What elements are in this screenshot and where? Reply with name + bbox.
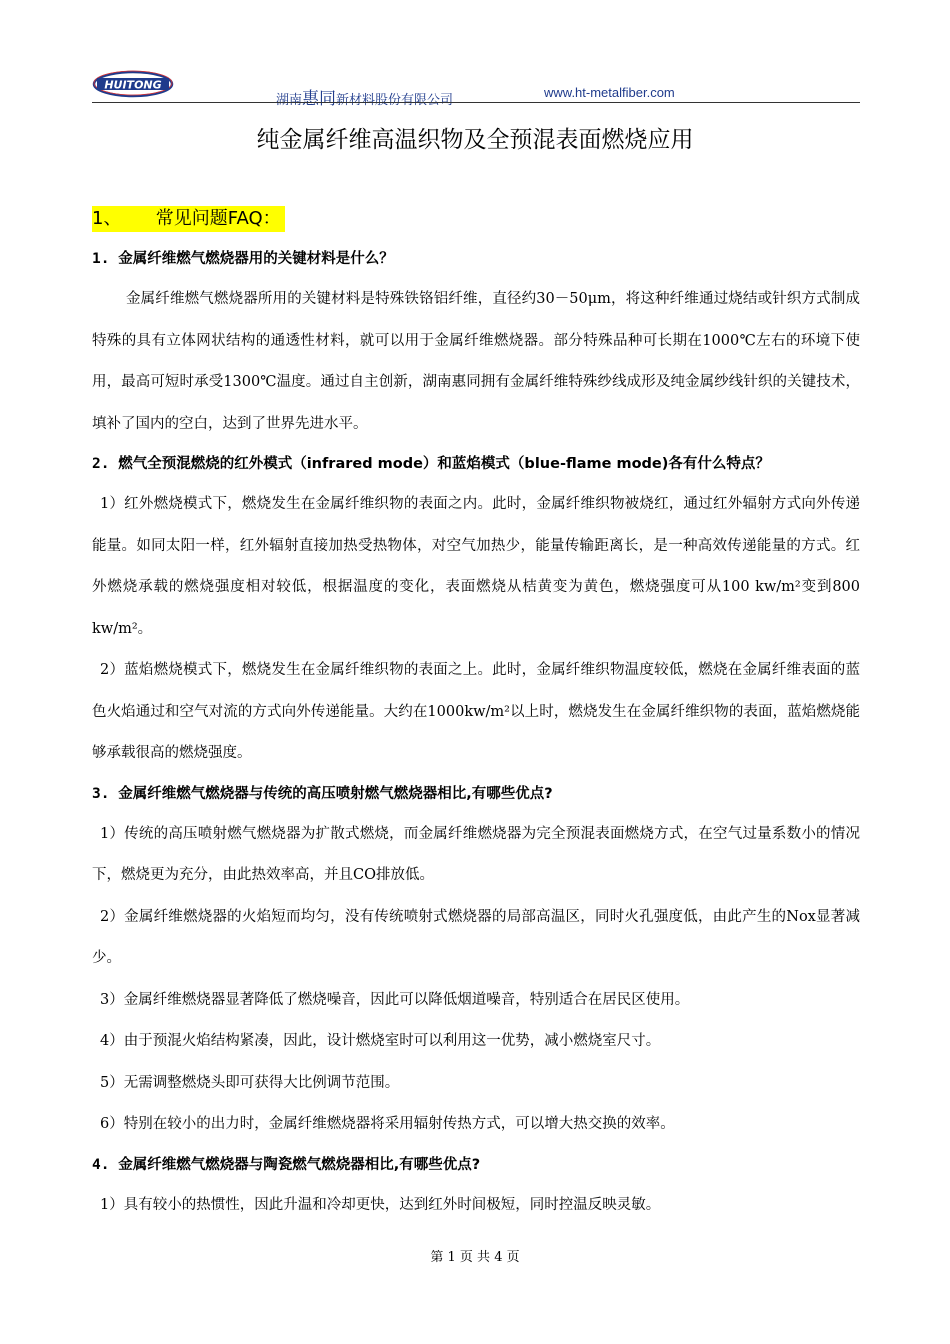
company-brand: 惠同	[302, 89, 337, 109]
question-1	[92, 248, 860, 270]
question-text: 燃气全预混燃烧的红外模式（infrared mode）和蓝焰模式（blue-flame mode)各有什么特点？	[118, 456, 770, 472]
svg-text:HUITONG: HUITONG	[104, 78, 162, 92]
huitong-logo	[92, 70, 174, 98]
question-text: 金属纤维燃气燃烧器与传统的高压喷射燃气燃烧器相比,有哪些优点?	[118, 785, 553, 802]
question-text: 金属纤维燃气燃烧器用的关键材料是什么？	[118, 251, 394, 267]
company-name	[276, 84, 453, 109]
company-suffix: 新材料股份有限公司	[336, 93, 454, 108]
answer-paragraph: 2）金属纤维燃烧器的火焰短而均匀，没有传统喷射式燃烧器的局部高温区，同时火孔强度低，由此产生的Nox显著减少。	[92, 908, 860, 966]
answer-paragraph: 1）红外燃烧模式下，燃烧发生在金属纤维织物的表面之内。此时，金属纤维织物被烧红，通过红外辐射方式向外传递能量。如同太阳一样，红外辐射直接加热受热物体，对空气加热少，能量传输距离长，是一种高效传递能量的方式。红外燃烧承载的燃烧强度相对较低，根据温度的变化，表面燃烧从桔黄变为黄色，燃烧强度可从100 kw/m²变到800 kw/m²。	[92, 496, 860, 637]
page-header	[92, 66, 860, 109]
question-3	[92, 783, 860, 805]
question-number: 1.	[92, 251, 110, 267]
question-4	[92, 1154, 860, 1176]
answer-paragraph: 金属纤维燃气燃烧器所用的关键材料是特殊铁铬铝纤维，直径约30－50μm，将这种纤维通过烧结或针织方式制成特殊的具有立体网状结构的通透性材料，就可以用于金属纤维燃烧器。部分特殊品种可长期在1000℃左右的环境下使用，最高可短时承受1300℃温度。通过自主创新，湖南惠同拥有金属纤维特殊纱线成形及纯金属纱线针织的关键技术，填补了国内的空白，达到了世界先进水平。	[92, 291, 860, 432]
header-divider	[92, 102, 860, 103]
question-2	[92, 453, 860, 475]
question-number: 3.	[92, 785, 110, 802]
answer-paragraph: 5）无需调整燃烧头即可获得大比例调节范围。	[100, 1074, 400, 1091]
answer-paragraph: 3）金属纤维燃烧器显著降低了燃烧噪音，因此可以降低烟道噪音，特别适合在居民区使用。	[100, 991, 690, 1008]
answer-paragraph: 6）特别在较小的出力时，金属纤维燃烧器将采用辐射传热方式，可以增大热交换的效率。	[100, 1116, 675, 1132]
question-number: 4.	[92, 1156, 110, 1173]
section-heading-faq: 1、 常见问题FAQ：	[92, 206, 285, 232]
question-number: 2.	[92, 456, 110, 472]
company-prefix: 湖南	[276, 93, 303, 108]
answer-paragraph: 4）由于预混火焰结构紧凑，因此，设计燃烧室时可以利用这一优势，减小燃烧室尺寸。	[100, 1033, 661, 1049]
answer-paragraph: 1）传统的高压喷射燃气燃烧器为扩散式燃烧，而金属纤维燃烧器为完全预混表面燃烧方式，在空气过量系数小的情况下，燃烧更为充分，由此热效率高，并且CO排放低。	[92, 825, 860, 883]
document-body	[92, 248, 860, 1226]
company-website[interactable]: www.ht-metalfiber.com	[544, 85, 675, 100]
answer-paragraph: 1）具有较小的热惯性，因此升温和冷却更快，达到红外时间极短，同时控温反映灵敏。	[100, 1196, 661, 1213]
document-title: 纯金属纤维高温织物及全预混表面燃烧应用	[256, 127, 694, 153]
question-text: 金属纤维燃气燃烧器与陶瓷燃气燃烧器相比,有哪些优点?	[118, 1156, 481, 1173]
page-footer: 第 1 页 共 4 页	[430, 1250, 520, 1265]
answer-paragraph: 2）蓝焰燃烧模式下，燃烧发生在金属纤维织物的表面之上。此时，金属纤维织物温度较低，燃烧在金属纤维表面的蓝色火焰通过和空气对流的方式向外传递能量。大约在1000kw/m²以上时，燃烧发生在金属纤维织物的表面，蓝焰燃烧能够承载很高的燃烧强度。	[92, 662, 860, 761]
